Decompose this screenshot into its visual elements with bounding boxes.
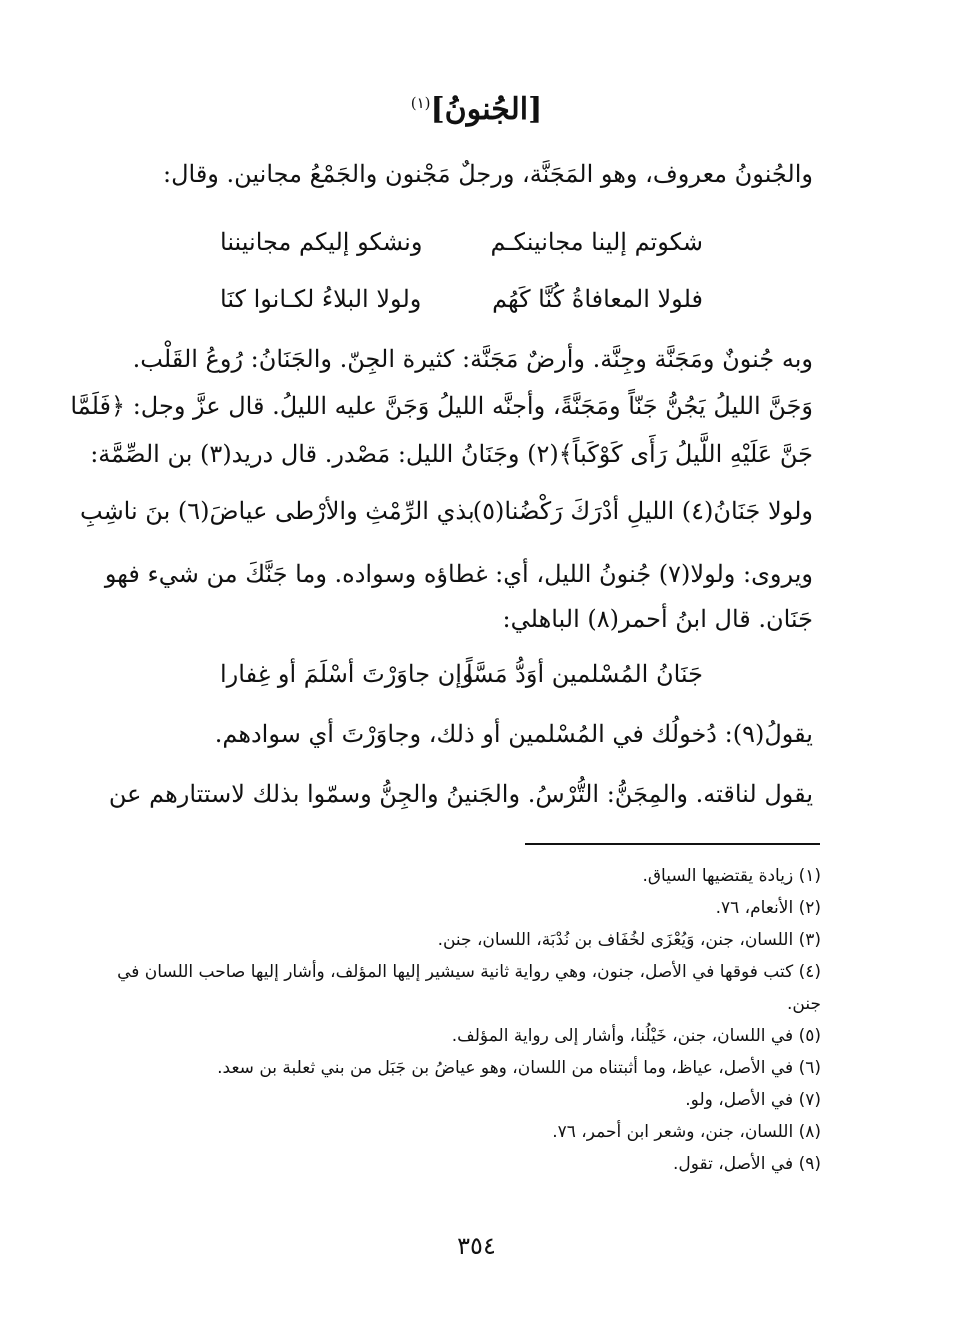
paragraph-2-line-1: وبه جُنونٌ ومَجَنَّة وجِنَّة. وأرضٌ مَجَنَّة: كثيرة الجِنّ. والجَنَانُ: رُوعُ القَلْب. bbox=[132, 345, 813, 373]
paragraph-5: يقول لناقته. والمِجَنُّ: التُّرْسُ. والجَنينُ والجِنُّ وسمّوا بذلك لاستتارهم عن bbox=[108, 780, 813, 808]
footnote-separator bbox=[525, 843, 820, 845]
verse-4-hemistich-b: وإن جاوَرْتَ أسْلَمَ أو غِفارا bbox=[220, 660, 474, 688]
paragraph-2-line-2: وَجَنَّ الليلُ يَجُنُّ جَنّاً ومَجَنَّةً، وأجنَّه الليلُ وَجَنَّ عليه الليلُ. قال عزَّ وجل: ﴿فَلَمَّا bbox=[70, 392, 813, 420]
paragraph-3-line-2: جَنَان. قال ابنُ أحمر(٨) الباهلي: bbox=[502, 605, 813, 633]
verse-1-hemistich-a: شكوتم إلينا مجانينكـم bbox=[490, 228, 703, 256]
verse-1-hemistich-b: ونشكو إليكم مجانيننا bbox=[220, 228, 423, 256]
footnote-3: (٣) اللسان، جنن، وَيُعْزَى لخُفَاف بن نُدْبَة، اللسان، جنن. bbox=[437, 930, 821, 950]
page-number: ٣٥٤ bbox=[457, 1232, 496, 1260]
footnote-1: (١) زيادة يقتضيها السياق. bbox=[642, 866, 821, 886]
verse-2-hemistich-a: فلولا المعافاةُ كُنَّا كَهُم bbox=[492, 285, 703, 313]
paragraph-4: يقولُ(٩): دُخولُك في المُسْلمين أو ذلك، وجاوَرْتَ أي سوادهم. bbox=[214, 720, 813, 748]
paragraph-3-line-1: ويروى: ولولا(٧) جُنونُ الليل، أي: غطاؤه وسواده. وما جَنَّكَ من شيء فهو bbox=[104, 560, 813, 588]
verse-4-hemistich-a: جَنَانُ المُسْلمين أوَدُّ مَسَّاً bbox=[465, 660, 703, 688]
verse-3-hemistich-a: ولولا جَنَانُ(٤) الليلِ أدْرَكَ رَكْضُنا(٥) bbox=[472, 497, 813, 525]
entry-heading bbox=[0, 92, 953, 127]
verse-2-hemistich-b: ولولا البلاءُ لكـانوا كنَا bbox=[220, 285, 422, 313]
footnote-8: (٨) اللسان، جنن، وشعر ابن أحمر، ٧٦. bbox=[552, 1122, 821, 1142]
paragraph-1: والجُنونُ معروف، وهو المَجَنَّة، ورجلٌ مَجْنون والجَمْعُ مجانين. وقال: bbox=[163, 160, 813, 188]
entry-title: [الجُنونُ] bbox=[430, 92, 543, 127]
footnotes bbox=[80, 860, 821, 1180]
heading-footnote-ref: (١) bbox=[410, 94, 431, 112]
paragraph-2-line-3: جَنَّ عَلَيْهِ اللَّيلُ رَأَى كَوْكَباً﴾(٢) وجَنَانُ الليل: مَصْدر. قال دريد(٣) بن الصِّمَّة: bbox=[90, 440, 813, 468]
footnote-9: (٩) في الأصل، تقول. bbox=[672, 1154, 821, 1174]
footnote-6: (٦) في الأصل، عياظ، وما أثبتناه من اللسان، وهو عياضُ بن جَبَل من بني ثعلبة بن سعد. bbox=[217, 1058, 821, 1078]
footnote-4: (٤) كتب فوقها في الأصل، جنون، وهي رواية ثانية سيشير إليها المؤلف، وأشار إليها صاحب اللسان في bbox=[117, 962, 821, 982]
footnote-4-continuation: جنن. bbox=[787, 994, 821, 1014]
footnote-2: (٢) الأنعام، ٧٦. bbox=[715, 898, 821, 918]
footnote-7: (٧) في الأصل، ولو. bbox=[685, 1090, 821, 1110]
footnote-5: (٥) في اللسان، جنن، خَيْلُنا، وأشار إلى رواية المؤلف. bbox=[451, 1026, 821, 1046]
verse-3-hemistich-b: بذي الرِّمْثِ والأرْطى عياضَ(٦) بنَ ناشِبِ bbox=[80, 497, 475, 525]
